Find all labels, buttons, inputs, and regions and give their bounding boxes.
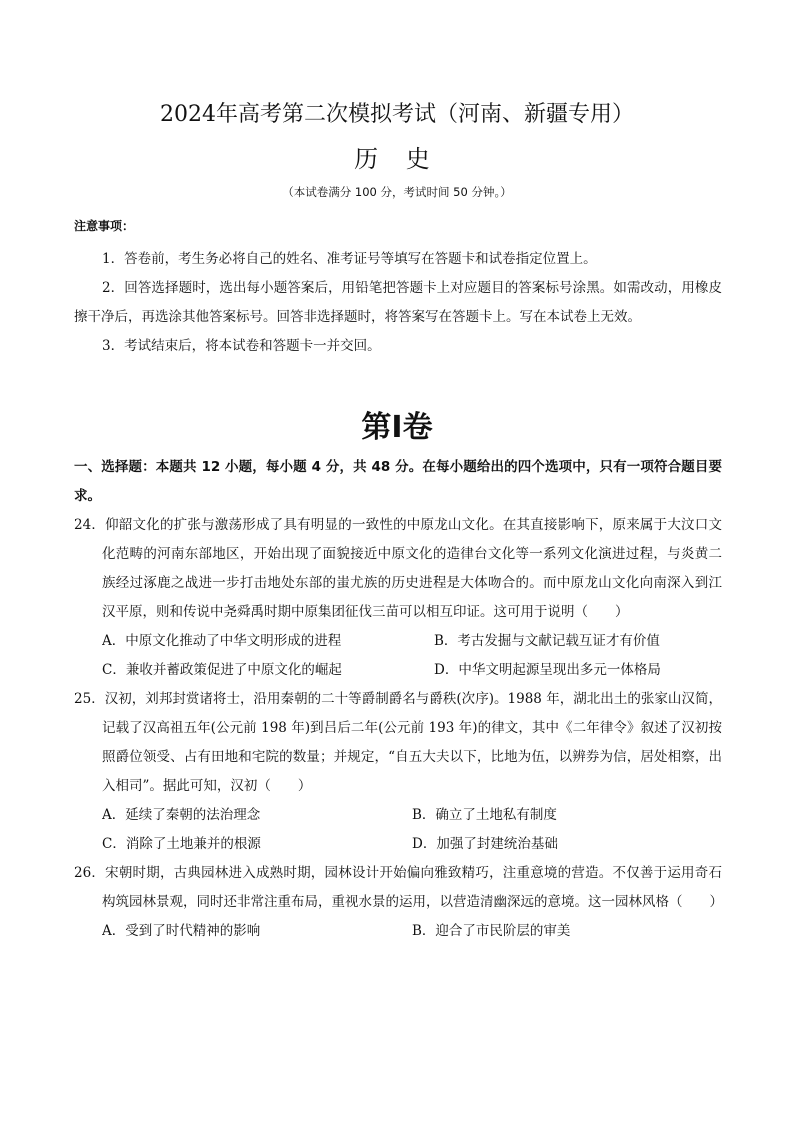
subject-title: 历 史 (354, 145, 440, 173)
option-b: B．考古发掘与文献记载互证才有价值 (434, 633, 660, 649)
notice-item: 2．回答选择题时，选出每小题答案后，用铅笔把答题卡上对应题目的答案标号涂黑。如需改动，用橡皮擦干净后，再选涂其他答案标号。回答非选择题时，将答案写在答题卡上。写在本试卷上无效。 (74, 280, 722, 325)
question-options (74, 801, 722, 859)
question-options (74, 627, 722, 685)
question-25 (74, 685, 722, 859)
section-instructions: 一、选择题：本题共 12 小题，每小题 4 分，共 48 分。在每小题给出的四个选项中，只有一项符合题目要求。 (74, 459, 722, 504)
option-b: B．确立了土地私有制度 (412, 807, 557, 823)
question-stem: 26．宋朝时期，古典园林进入成熟时期，园林设计开始偏向雅致精巧，注重意境的营造。不仅善于运用奇石构筑园林景观，同时还非常注重布局，重视水景的运用，以营造清幽深远的意境。这一园林风格（ ） (74, 865, 723, 910)
question-stem: 25．汉初，刘邦封赏诸将士，沿用秦朝的二十等爵制爵名与爵秩(次序)。1988 年，湖北出土的张家山汉简，记载了汉高祖五年(公元前 198 年)到吕后二年(公元前 193 年)的律文，其中《二年律令》叙述了汉初按照爵位领受、占有田地和宅院的数量；并规定，“自五大夫以下，比地为伍，以辨券为信，居处相察，出入相司”。据此可知，汉初（ ） (74, 691, 722, 794)
notice-heading: 注意事项： (74, 219, 135, 233)
question-stem: 24．仰韶文化的扩张与激荡形成了具有明显的一致性的中原龙山文化。在其直接影响下，原来属于大汶口文化范畴的河南东部地区，开始出现了面貌接近中原文化的造律台文化等一系列文化演进过程，与炎黄二族经过涿鹿之战进一步打击地处东部的蚩尤族的历史进程是大体吻合的。而中原龙山文化向南深入到江汉平原，则和传说中尧舜禹时期中原集团征伐三苗可以相互印证。这可用于说明（ ） (74, 517, 722, 620)
option-a: A．延续了秦朝的法治理念 (102, 807, 261, 823)
option-d: D．中华文明起源呈现出多元一体格局 (434, 662, 661, 678)
option-d: D．加强了封建统治基础 (412, 836, 558, 852)
question-options (74, 917, 722, 946)
option-c: C．消除了土地兼并的根源 (102, 836, 261, 852)
notice-item: 1．答卷前，考生务必将自己的姓名、准考证号等填写在答题卡和试卷指定位置上。 (102, 251, 597, 267)
section-title: 第Ⅰ卷 (361, 410, 433, 445)
question-24 (74, 511, 722, 685)
notice-list (74, 245, 722, 361)
exam-title: 2024年高考第二次模拟考试（河南、新疆专用） (160, 102, 634, 127)
exam-note: （本试卷满分 100 分，考试时间 50 分钟。） (282, 185, 512, 199)
notice-item: 3．考试结束后，将本试卷和答题卡一并交回。 (102, 338, 381, 354)
question-content (74, 453, 722, 946)
question-26 (74, 859, 722, 946)
option-c: C．兼收并蓄政策促进了中原文化的崛起 (102, 662, 342, 678)
option-b: B．迎合了市民阶层的审美 (412, 923, 571, 939)
option-a: A．受到了时代精神的影响 (102, 923, 261, 939)
option-a: A．中原文化推动了中华文明形成的进程 (102, 633, 342, 649)
